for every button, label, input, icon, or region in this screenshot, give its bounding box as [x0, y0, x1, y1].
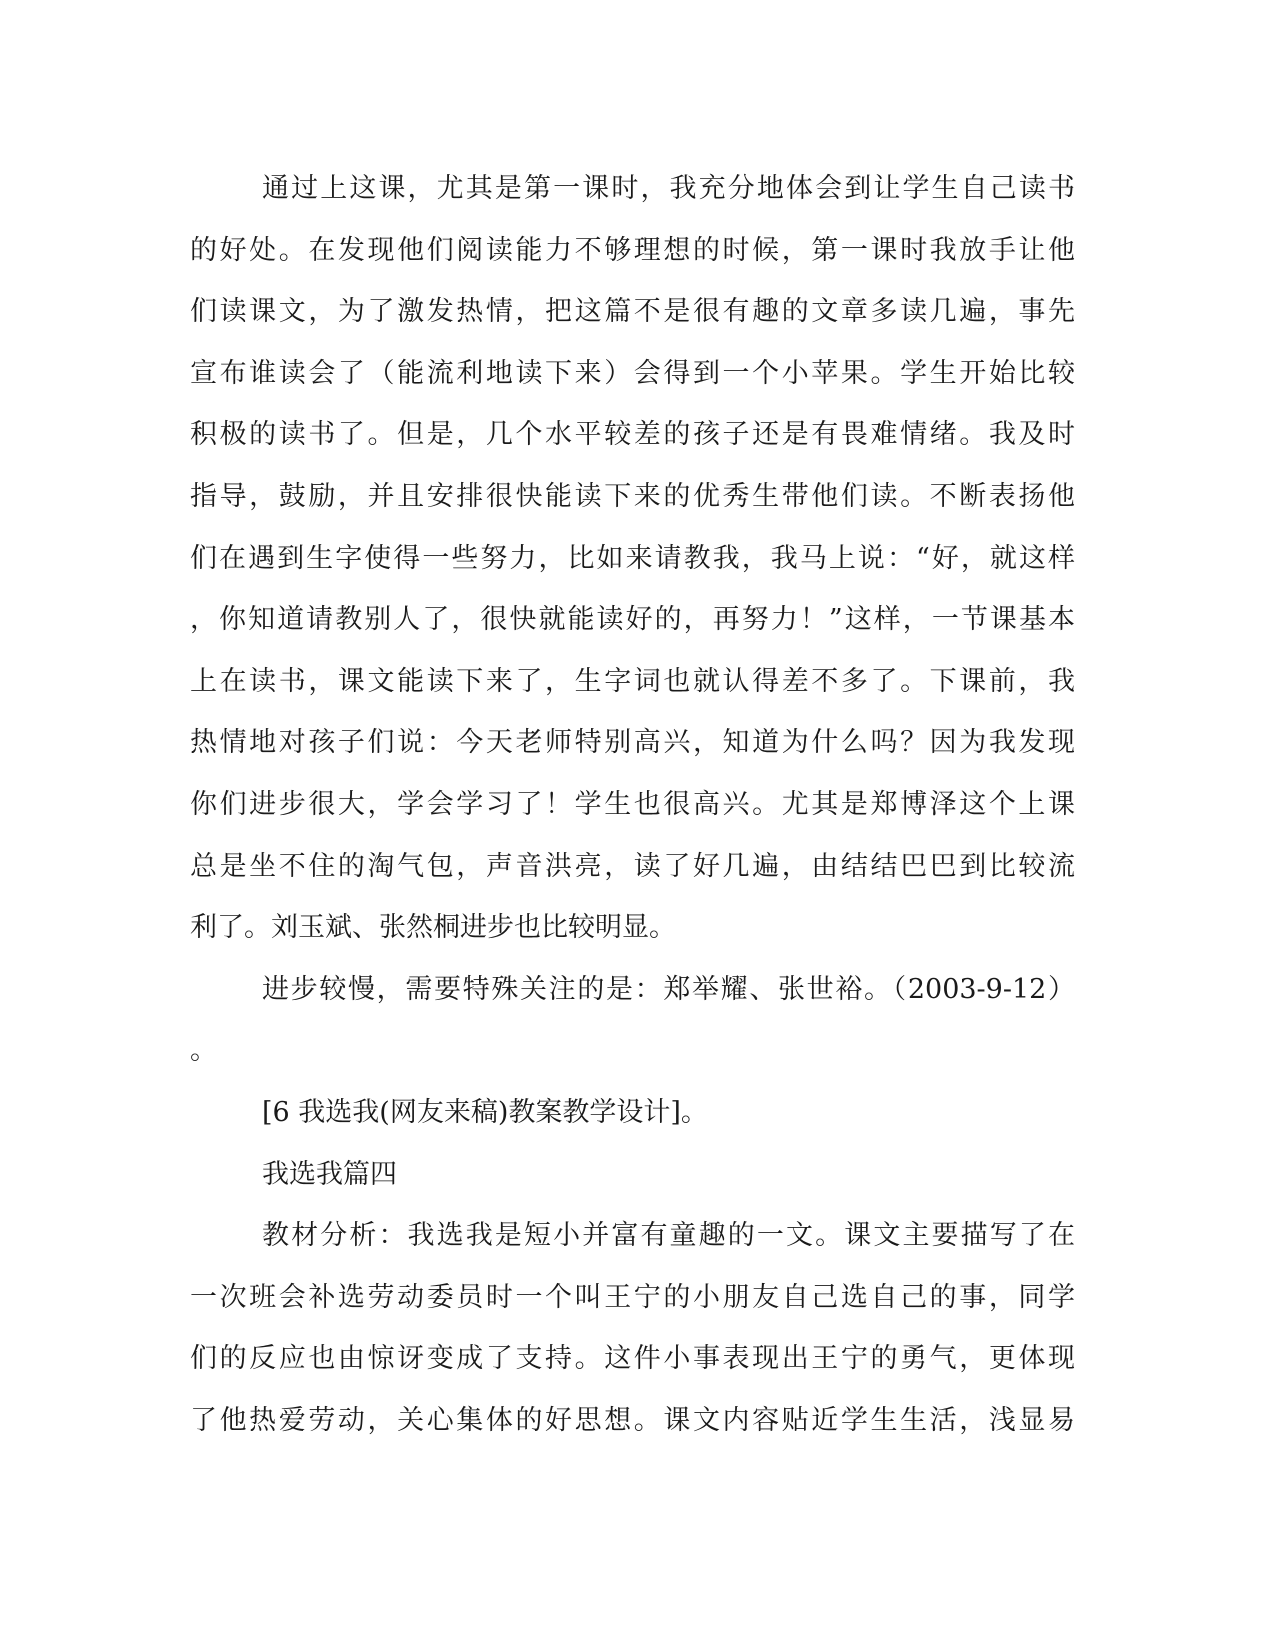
text-line: ，你知道请教别人了，很快就能读好的，再努力！”这样，一节课基本 — [190, 604, 1075, 636]
section-heading — [190, 1144, 1075, 1206]
document-body — [190, 158, 1075, 1451]
text-line: 的好处。在发现他们阅读能力不够理想的时候，第一课时我放手让他 — [190, 234, 1075, 266]
text-line: 们读课文，为了激发热情，把这篇不是很有趣的文章多读几遍，事先 — [190, 296, 1075, 328]
text-line: 上在读书，课文能读下来了，生字词也就认得差不多了。下课前，我 — [190, 665, 1075, 697]
text-line: 们的反应也由惊讶变成了支持。这件小事表现出王宁的勇气，更体现 — [190, 1343, 1075, 1375]
text-line: 利了。刘玉斌、张然桐进步也比较明显。 — [190, 912, 676, 944]
text-line: 进步较慢，需要特殊关注的是：郑举耀、张世裕。（2003-9-12） — [262, 973, 1075, 1005]
text-line: [6 我选我(网友来稿)教案教学设计]。 — [262, 1096, 708, 1128]
text-line: 通过上这课，尤其是第一课时，我充分地体会到让学生自己读书 — [262, 173, 1075, 204]
paragraph-source-title — [190, 1082, 1075, 1144]
text-line: 总是坐不住的淘气包，声音洪亮，读了好几遍，由结结巴巴到比较流 — [190, 850, 1075, 882]
paragraph-reflection — [190, 158, 1075, 959]
paragraph-slow-progress — [190, 959, 1075, 1082]
section-title: 我选我篇四 — [262, 1158, 397, 1190]
paragraph-material-analysis — [190, 1205, 1075, 1451]
text-line: 。 — [190, 1035, 217, 1067]
text-line: 热情地对孩子们说：今天老师特别高兴，知道为什么吗？因为我发现 — [190, 727, 1075, 759]
text-line: 你们进步很大，学会学习了！学生也很高兴。尤其是郑博泽这个上课 — [190, 788, 1075, 820]
text-line: 了他热爱劳动，关心集体的好思想。课文内容贴近学生生活，浅显易 — [190, 1404, 1075, 1436]
text-line: 教材分析：我选我是短小并富有童趣的一文。课文主要描写了在 — [262, 1220, 1075, 1252]
text-line: 宣布谁读会了（能流利地读下来）会得到一个小苹果。学生开始比较 — [190, 357, 1075, 389]
text-line: 一次班会补选劳动委员时一个叫王宁的小朋友自己选自己的事，同学 — [190, 1281, 1075, 1313]
text-line: 们在遇到生字使得一些努力，比如来请教我，我马上说：“好，就这样 — [190, 542, 1075, 574]
text-line: 积极的读书了。但是，几个水平较差的孩子还是有畏难情绪。我及时 — [190, 419, 1075, 451]
text-line: 指导，鼓励，并且安排很快能读下来的优秀生带他们读。不断表扬他 — [190, 480, 1075, 512]
